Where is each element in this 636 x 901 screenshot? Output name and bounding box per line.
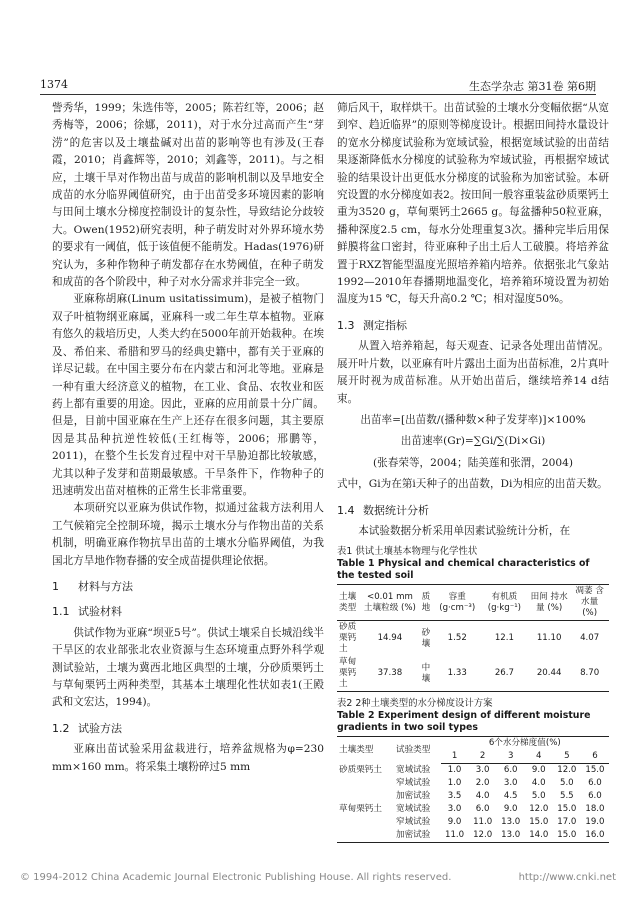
copyright-footer <box>20 872 616 883</box>
paragraph: 从置入培养箱起，每天观查、记录各处理出苗情况。展开叶片数，以亚麻有叶片露出土面为出苗标准，2片真叶展开时视为成苗标准。从开始出苗后，继续培养14 d结束。 <box>337 340 609 405</box>
journal-name: 生态学杂志 第31卷 第6期 <box>469 80 596 93</box>
paragraph: 筛后风干，取样烘干。出苗试验的土壤水分变幅依据“从宽到窄、趋近临界”的原则等梯度设计。根据田间持水量设计的宽水分梯度试验称为宽域试验，根据宽域试验的出苗结果逐渐降低水分梯度的试验称为窄域试验，再根据窄域试验的结果设计出更低水分梯度的试验称为加密试验。本研究设置的水分梯度如表2。按田间一般容重装盆砂质栗钙土重为3520 g，草甸栗钙土2665 g。每盆播种50粒亚麻，播种深度2.5 cm，每水分处理重复3次。播种完毕后用保鲜膜将盆口密封，待亚麻种子出土后人工破膜。将培养盆置于RXZ智能型温度光照培养箱内培养。依据张北气象站1992—2010年春播期地温变化，培养箱环境设置为初始温度为15 ℃，每天升高0.2 ℃；相对湿度50%。 <box>337 102 609 306</box>
paragraph: 本项研究以亚麻为供试作物，拟通过盆栽方法利用人工气候箱完全控制环境，揭示土壤水分与作物出苗的关系机制，明确亚麻作物抗旱出苗的土壤水分临界阈值，为我国北方旱地作物春播的安全成苗提供理论依据。 <box>52 502 324 567</box>
formula-emergence-rate: 出苗率=[出苗数/(播种数×种子发芽率)]×100% <box>360 413 586 426</box>
paragraph: 亚麻称胡麻(Linum usitatissimum)，是被子植物门双子叶植物纲亚麻属，亚麻科一或二年生草本植物。亚麻有悠久的栽培历史，人类大约在5000年前开始栽种。在埃及、希伯来、希腊和罗马的经典史籍中，都有关于亚麻的详尽记载。在中国主要分布在内蒙古和河北等地。亚麻是一种有重大经济意义的植物，在工业、食品、农牧业和医药上都有重要的用途。因此，亚麻的应用前景十分广阔。但是，目前中国亚麻在生产上还存在很多问题，其主要原因是其品种抗逆性较低(王红梅等，2006；邢鹏等，2011)，在整个生长发育过程中对干旱胁迫都比较敏感，尤其以种子发芽和苗期最敏感。干旱条件下，作物种子的迅速萌发出苗对植株的正常生长非常重要。 <box>52 293 324 497</box>
section-heading: 1.1 试验材料 <box>52 605 122 619</box>
paragraph: 訾秀华，1999；朱选伟等，2005；陈若红等，2006；赵秀梅等，2006；徐娜，2011)，对于水分过高而产生“芽涝”的危害以及土壤盐碱对出苗的影响等也有涉及(王春霞，2010；肖鑫辉等，2010；刘鑫等，2011)。与之相应，土壤干旱对作物出苗与成苗的影响机制以及旱地安全成苗的水分临界阈值研究，由于出苗受多环境因素的影响与田间土壤水分梯度控制设计的复杂性，导致结论分歧较大。Owen(1952)研究表明，种子萌发时对外界环境水势的要求有一阈值，低于该值便不能萌发。Hadas(1976)研究认为，多种作物种子萌发都存在水势阈值，在种子萌发和成苗的各个阶段中，种子对水分需求并非完全一致。 <box>52 102 324 289</box>
section-heading: 1.2 试验方法 <box>52 721 122 735</box>
right-column <box>337 100 609 843</box>
paragraph: 亚麻出苗试验采用盆栽进行，培养盆规格为φ=230 mm×160 mm。将采集土壤粉碎过5 mm <box>52 743 324 773</box>
cnki-link[interactable]: http://www.cnki.net <box>518 872 616 883</box>
formula-emergence-speed: 出苗速率(Gr)=∑Gi/∑(Di×Gi) <box>400 435 546 448</box>
table-row: 草甸栗钙土 37.38 中壤 1.33 26.7 20.44 8.70 <box>337 656 609 692</box>
section-heading: 1.4 数据统计分析 <box>337 503 429 517</box>
table2: 土壤类型 试验类型 6个水分梯度值(%) 1 2 3 4 5 6 砂质栗钙土 宽域试验 1.0 3.0 6.0 9.0 12.0 15.0 窄域试验 1.0 2.0 3.0 4.0 5.0 6.0 加密试验 3.5 4.0 4.5 5.0 5.5 6.0 草甸栗钙土 宽域试验 3.0 6.0 9.0 12.0 15.0 18.0 窄域试验 9.0 11.0 13.0 15.0 17.0 19.0 加密试验 11.0 12.0 13.0 14.0 15.0 16.0 <box>337 736 609 843</box>
table-row: 加密试验 3.5 4.0 4.5 5.0 5.5 6.0 <box>395 791 602 802</box>
table1: 土壤类型 <0.01 mm 土壤粒级 (%) 质地 容重 (g·cm⁻³) 有机质 (g·kg⁻¹) 田间 持水量 (%) 凋萎 含水量 (%) 砂质栗钙土 14.94 砂壤 1.52 12.1 11.10 4.07 草甸栗钙土 37.38 中壤 1.33 26.7 20.44 8.70 <box>337 584 609 692</box>
paragraph: 式中，Gi为在第i天种子的出苗数，Di为相应的出苗天数。 <box>337 478 608 491</box>
paragraph: 本试验数据分析采用单因素试验统计分析，在 <box>358 524 571 537</box>
section-heading: 1.3 测定指标 <box>337 318 407 332</box>
formula-citation: (张春荣等，2004；陆美莲和张渭，2004) <box>373 456 573 469</box>
copyright-text: © 1994-2012 China Academic Journal Electronic Publishing House. All rights reserved. <box>20 872 452 883</box>
section-heading: 1 材料与方法 <box>52 579 133 593</box>
table-row: 砂质栗钙土 14.94 砂壤 1.52 12.1 11.10 4.07 <box>339 622 600 655</box>
table2-caption: 表2 2种土壤类型的水分梯度设计方案 Table 2 Experiment design of different moisture gradients in two soil types <box>337 698 591 734</box>
paragraph: 供试作物为亚麻“坝亚5号”。供试土壤采自长城沿线半干旱区的农业部张北农业资源与生态环境重点野外科学观测试验站，土壤为冀西北地区典型的土壤，分砂质栗钙土与草甸栗钙土两种类型，其基本土壤理化性状如表1(王殿武和文宏达，1994)。 <box>52 626 324 709</box>
table-row: 加密试验 11.0 12.0 13.0 14.0 15.0 16.0 <box>337 829 609 843</box>
left-column <box>52 100 324 776</box>
table-row: 窄域试验 1.0 2.0 3.0 4.0 5.0 6.0 <box>395 778 602 789</box>
table-row: 草甸栗钙土 宽域试验 3.0 6.0 9.0 12.0 15.0 18.0 <box>339 804 605 815</box>
table1-caption: 表1 供试土壤基本物理与化学性状 Table 1 Physical and chemical characteristics of the tested soil <box>337 546 590 582</box>
running-header <box>40 78 596 95</box>
page-number: 1374 <box>40 78 68 91</box>
table-row: 窄域试验 9.0 11.0 13.0 15.0 17.0 19.0 <box>395 817 605 828</box>
table-row: 砂质栗钙土 宽域试验 1.0 3.0 6.0 9.0 12.0 15.0 <box>339 765 605 776</box>
